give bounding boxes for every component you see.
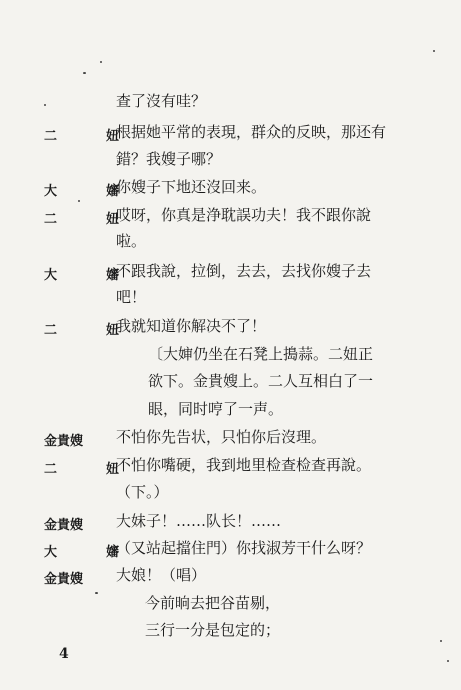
stage-direction-line xyxy=(0,396,461,426)
speaker-name: 金貴嫂 xyxy=(44,434,84,449)
speaker-name: 二 妞 xyxy=(44,212,138,227)
dialogue-text: 不怕你嘴硬，我到地里检查检查再說。 xyxy=(116,456,372,474)
speaker-name: 二 妞 xyxy=(44,323,138,338)
script-line xyxy=(0,479,461,509)
speaker-name: 大 嬸 xyxy=(44,184,138,199)
stage-direction-text: 〔大婶仍坐在石凳上搗蒜。二妞正 xyxy=(148,345,374,363)
dialogue-text: （又站起擋住門）你找淑芳干什么呀？ xyxy=(116,539,372,557)
stage-direction-text: 欲下。金貴嫂上。二人互相白了一 xyxy=(148,372,374,390)
speaker-name: 金貴嫂 xyxy=(44,572,84,587)
song-line xyxy=(0,617,461,647)
dialogue-text: 哎呀，你真是浄耽誤功夫！我不跟你說 xyxy=(116,206,372,224)
speaker-name: 大 嬸 xyxy=(44,545,138,560)
script-line xyxy=(0,424,461,454)
scan-speck xyxy=(78,200,80,202)
scan-speck xyxy=(440,640,442,642)
scan-speck xyxy=(44,104,46,106)
speaker-name: 二 妞 xyxy=(44,462,138,477)
dialogue-text: 啦。 xyxy=(116,232,147,250)
script-line xyxy=(0,508,461,538)
speaker-name: 大 嬸 xyxy=(44,268,138,283)
stage-direction-text: 眼，同时哼了一声。 xyxy=(148,400,284,418)
song-text: 今前晌去把谷苗剔， xyxy=(145,594,281,612)
dialogue-text: 根据她平常的表現，群众的反映，那还有 xyxy=(116,123,387,141)
dialogue-text: 我就知道你解决不了！ xyxy=(116,317,267,335)
script-line xyxy=(0,228,461,258)
script-line xyxy=(0,119,461,149)
script-line xyxy=(0,146,461,176)
dialogue-text: 你嫂子下地还沒回来。 xyxy=(116,178,267,196)
scan-speck xyxy=(95,592,98,594)
speaker-name: 二 妞 xyxy=(44,129,138,144)
scan-speck xyxy=(433,50,435,52)
scan-speck xyxy=(100,61,102,63)
song-line xyxy=(0,590,461,620)
script-line xyxy=(0,88,461,118)
dialogue-text: 不跟我說，拉倒，去去，去找你嫂子去 xyxy=(116,262,372,280)
dialogue-text: （下。） xyxy=(116,483,169,501)
stage-direction-line xyxy=(0,368,461,398)
dialogue-text: 不怕你先告状，只怕你后沒理。 xyxy=(116,428,327,446)
script-line xyxy=(0,452,461,482)
scan-speck xyxy=(83,72,86,74)
script-line xyxy=(0,535,461,565)
song-text: 三行一分是包定的； xyxy=(145,621,281,639)
script-line xyxy=(0,284,461,314)
script-line xyxy=(0,174,461,204)
dialogue-text: 大妹子！……队长！…… xyxy=(116,512,282,530)
dialogue-text: 查了沒有哇？ xyxy=(116,92,207,110)
dialogue-text: 大娘！（唱） xyxy=(116,566,207,584)
script-line xyxy=(0,313,461,343)
dialogue-text: 吧！ xyxy=(116,288,147,306)
scan-speck xyxy=(447,660,449,662)
script-line xyxy=(0,562,461,592)
dialogue-text: 錯？我嫂子哪？ xyxy=(116,150,222,168)
page-number: 4 xyxy=(59,646,69,662)
speaker-name: 金貴嫂 xyxy=(44,518,84,533)
stage-direction-line xyxy=(0,341,461,371)
